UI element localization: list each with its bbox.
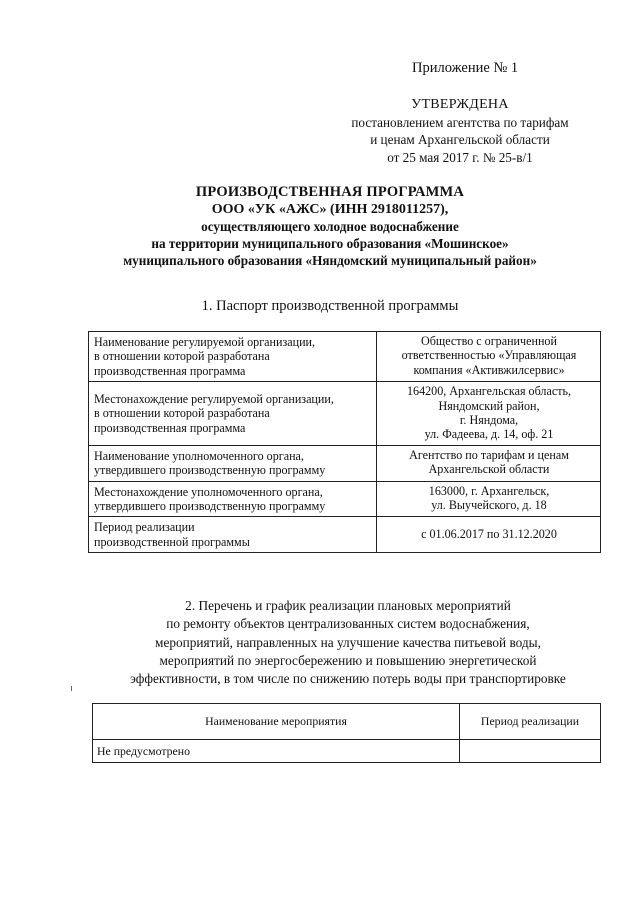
text-line: 163000, г. Архангельск,: [428, 483, 550, 498]
column-header-period: Период реализации: [460, 704, 601, 740]
table-row: [93, 740, 601, 763]
table-header-row: [93, 704, 601, 740]
table-row: [89, 481, 601, 517]
text-line: Общество с ограниченной: [421, 334, 557, 348]
text-line: ответственностью «Управляющая: [401, 348, 577, 363]
text-line: в отношении которой разработана: [94, 349, 270, 364]
passport-label: [89, 382, 377, 446]
text-line: по ремонту объектов централизованных систем водоснабжения,: [166, 616, 530, 632]
text-line: 2. Перечень и график реализации плановых мероприятий: [185, 598, 511, 613]
text-line: Период реализации: [94, 520, 195, 535]
event-period-cell: [460, 740, 601, 763]
passport-value: [377, 332, 601, 382]
events-table: [92, 703, 601, 763]
text-line: с 01.06.2017 по 31.12.2020: [421, 527, 557, 542]
approval-line: постановлением агентства по тарифам: [351, 114, 569, 130]
passport-label: [89, 481, 377, 517]
column-header-event-name: Наименование мероприятия: [93, 704, 460, 740]
passport-value: [377, 481, 601, 517]
text-line: производственная программа: [94, 420, 246, 435]
appendix-label: Приложение № 1: [412, 60, 519, 76]
text-line: Наименование регулируемой организации,: [94, 335, 316, 349]
text-line: компания «Активжилсервис»: [413, 362, 565, 377]
text-line: ул. Выучейского, д. 18: [431, 498, 547, 513]
margin-mark: [71, 686, 72, 691]
passport-label: [89, 445, 377, 481]
text-line: Наименование уполномоченного органа,: [94, 448, 304, 463]
text-line: эффективности, в том числе по снижению потерь воды при транспортировке: [130, 671, 566, 687]
text-line: Агентство по тарифам и ценам: [409, 447, 569, 462]
text-line: в отношении которой разработана: [94, 406, 270, 421]
approval-title: УТВЕРЖДЕНА: [411, 97, 509, 112]
approval-block: [320, 96, 600, 166]
passport-value: [377, 382, 601, 446]
section2-title: [92, 597, 604, 688]
table-row: [89, 517, 601, 553]
text-line: мероприятий, направленных на улучшение качества питьевой воды,: [155, 634, 541, 650]
text-line: 164200, Архангельская область,: [406, 384, 572, 399]
passport-label: [89, 517, 377, 553]
approval-line: и ценам Архангельской области: [370, 132, 550, 147]
table-row: [89, 332, 601, 382]
text-line: Няндомский район,: [438, 398, 540, 413]
program-title-line: муниципального образования «Няндомский муниципальный район»: [123, 253, 537, 268]
section1-title: 1. Паспорт производственной программы: [201, 298, 459, 314]
event-name-cell: Не предусмотрено: [93, 740, 460, 763]
program-title-line: на территории муниципального образования «Мошинское»: [151, 236, 509, 251]
text-line: мероприятий по энергосбережению и повышению энергетической: [159, 652, 537, 668]
passport-label: [89, 332, 377, 382]
table-row: [89, 382, 601, 446]
text-line: ул. Фадеева, д. 14, оф. 21: [424, 427, 554, 442]
approval-line: от 25 мая 2017 г. № 25-в/1: [387, 149, 533, 165]
text-line: производственная программа: [94, 363, 246, 378]
passport-value: [377, 445, 601, 481]
table-row: [89, 445, 601, 481]
program-title-line: осуществляющего холодное водоснабжение: [201, 219, 459, 234]
program-title-line: ПРОИЗВОДСТВЕННАЯ ПРОГРАММА: [195, 184, 465, 200]
text-line: утвердившего производственную программу: [94, 463, 326, 478]
program-title: [60, 184, 600, 269]
text-line: Местонахождение регулируемой организации,: [94, 391, 334, 406]
text-line: Архангельской области: [428, 462, 550, 477]
passport-table: [88, 331, 601, 553]
program-title-line: ООО «УК «АЖС» (ИНН 2918011257),: [211, 202, 449, 217]
text-line: Местонахождение уполномоченного органа,: [94, 484, 323, 499]
text-line: утвердившего производственную программу: [94, 499, 326, 514]
text-line: г. Няндома,: [459, 413, 519, 428]
text-line: производственной программы: [94, 534, 250, 549]
passport-value: [377, 517, 601, 553]
